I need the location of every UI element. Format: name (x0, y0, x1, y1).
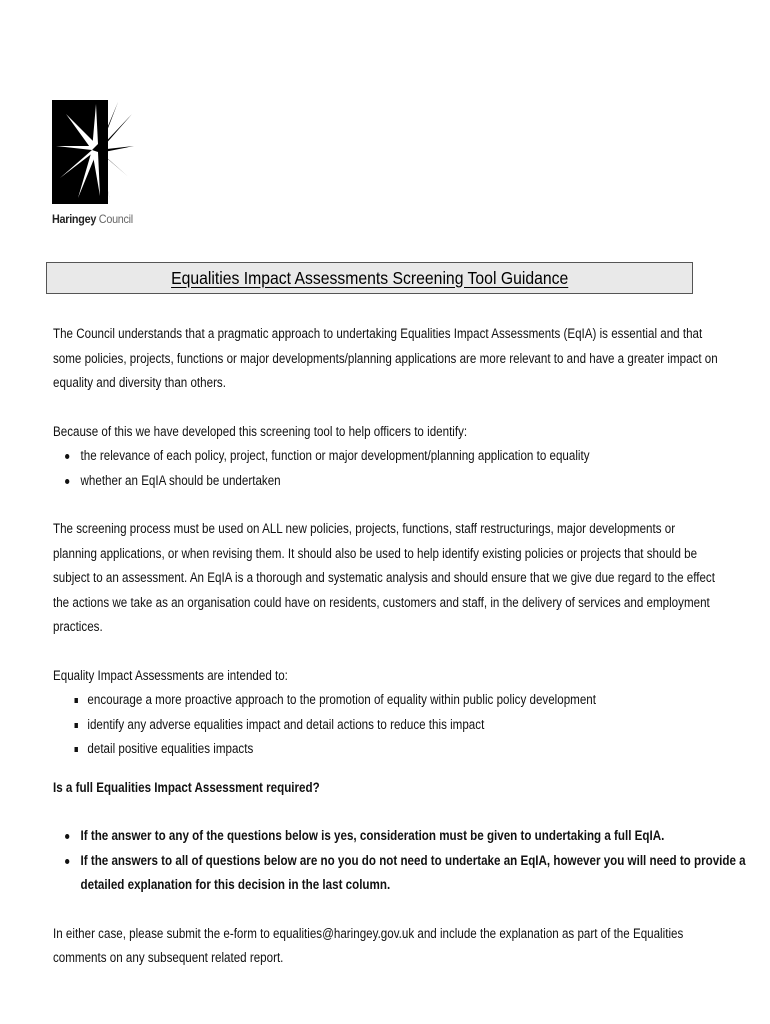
logo-name-bold: Haringey (52, 212, 97, 226)
logo-name-light: Council (98, 212, 133, 226)
answers-list (53, 824, 746, 898)
document-body (53, 322, 746, 971)
starburst-logo-icon (52, 100, 134, 204)
process-paragraph: The screening process must be used on ALL new policies, projects, functions, staff restructurings, major developments or planning applications, or when revising them. It should also be used to help identify existing policies or projects that should be subject to an assessment. An EqIA is a thorough and systematic analysis and should ensure that we give due regard to the effect the actions we take as an organisation could have on residents, customers and staff, in the delivery of services and employment practices. (53, 521, 715, 634)
list-item: If the answer to any of the questions below is yes, consideration must be given to undertaking a full EqIA. (53, 824, 747, 849)
intro-paragraph: The Council understands that a pragmatic approach to undertaking Equalities Impact Assessments (EqIA) is essential and that some policies, projects, functions or major developments/planning applications are more relevant to and have a greater impact on equality and diversity than others. (53, 326, 718, 390)
logo-wordmark (52, 212, 133, 226)
list-item: whether an EqIA should be undertaken (53, 469, 747, 494)
list-item: detail positive equalities impacts (53, 737, 754, 762)
title-box (46, 262, 693, 294)
intended-lead: Equality Impact Assessments are intended to: (53, 667, 288, 683)
list-item: If the answers to all of questions below are no you do not need to undertake an EqIA, however you will need to provide a detailed explanation for this decision in the last column. (53, 849, 747, 898)
closing-statement: In either case, please submit the e-form to equalities@haringey.gov.uk and include the explanation as part of the Equalities comments on any subsequent related report. (53, 925, 684, 965)
intended-list (53, 688, 721, 762)
list-item: encourage a more proactive approach to the promotion of equality within public policy development (53, 688, 754, 713)
purpose-lead: Because of this we have developed this screening tool to help officers to identify: (53, 423, 468, 439)
list-item: identify any adverse equalities impact and detail actions to reduce this impact (53, 713, 754, 738)
purpose-list (53, 444, 721, 493)
list-item: the relevance of each policy, project, function or major development/planning application to equality (53, 444, 747, 469)
haringey-council-logo (52, 100, 142, 226)
page-title: Equalities Impact Assessments Screening Tool Guidance (170, 267, 569, 288)
eqia-question: Is a full Equalities Impact Assessment required? (53, 779, 320, 795)
